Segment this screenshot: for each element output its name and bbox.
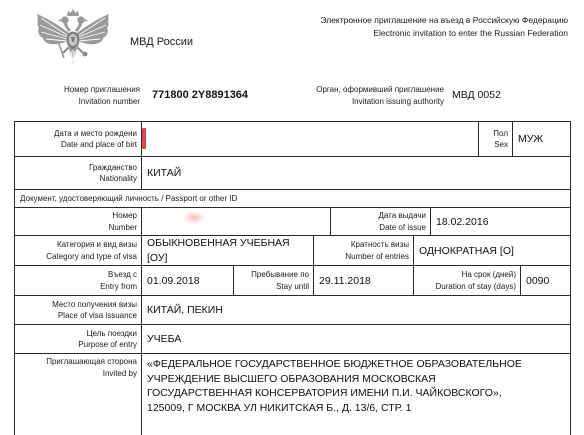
issuing-authority-label bbox=[280, 84, 444, 107]
document-title-ru: Электронное приглашение на въезд в Российскую Федерацию bbox=[320, 15, 568, 25]
entry-from-label-en: Entry from bbox=[100, 281, 137, 291]
visa-category-label bbox=[14, 235, 142, 266]
purpose-label-ru: Цель поездки bbox=[86, 328, 137, 338]
stay-until-value bbox=[313, 265, 414, 296]
issue-date-value bbox=[430, 207, 571, 236]
double-headed-eagle-emblem bbox=[34, 8, 112, 68]
visa-category-label-ru: Категория и вид визы bbox=[56, 240, 137, 249]
purpose-label-en: Purpose of entry bbox=[78, 340, 137, 349]
duration-value-text: 0090 bbox=[526, 274, 550, 287]
visa-issuance-place-value bbox=[141, 295, 571, 325]
birth-label-en: Date and place of birt bbox=[60, 140, 137, 149]
sex-value-text: МУЖ bbox=[518, 133, 544, 145]
entries-label-ru: Кратность визы bbox=[350, 240, 409, 249]
stay-until-label bbox=[233, 265, 314, 296]
invited-by-value-line: «ФЕДЕРАЛЬНОЕ ГОСУДАРСТВЕННОЕ БЮДЖЕТНОЕ ОБРАЗОВАТЕЛЬНОЕ bbox=[147, 358, 522, 370]
stay-until-label-en: Stay until bbox=[276, 281, 309, 291]
invited-by-value bbox=[141, 353, 571, 435]
duration-value bbox=[520, 265, 571, 296]
sex-label-ru: Пол bbox=[493, 128, 508, 138]
birth-value bbox=[141, 121, 479, 157]
purpose-value-text: УЧЕБА bbox=[147, 333, 182, 345]
document-title-en: Electronic invitation to enter the Russian Federation bbox=[373, 27, 568, 38]
entry-from-label bbox=[14, 265, 142, 296]
invited-by-label bbox=[14, 353, 142, 435]
visa-issuance-place-value-text: КИТАЙ, ПЕКИН bbox=[147, 304, 223, 316]
birth-label bbox=[14, 121, 142, 157]
purpose-value bbox=[141, 324, 571, 354]
nationality-label bbox=[14, 156, 142, 190]
visa-issuance-place-label-ru: Место получения визы bbox=[52, 299, 137, 309]
stay-until-value-text: 29.11.2018 bbox=[319, 274, 371, 287]
invitation-number-value: 771800 2Y8891364 bbox=[152, 89, 249, 101]
issue-date-label-ru: Дата выдачи bbox=[378, 211, 426, 220]
nationality-label-ru: Гражданство bbox=[89, 162, 137, 172]
visa-category-value bbox=[141, 235, 314, 266]
visa-issuance-place-label-en: Place of visa issuance bbox=[57, 311, 137, 320]
entries-label bbox=[313, 235, 414, 266]
birth-label-ru: Дата и место рождени bbox=[54, 128, 137, 138]
sex-label bbox=[478, 121, 513, 157]
entries-value bbox=[413, 235, 571, 266]
sex-value bbox=[512, 121, 571, 157]
invited-by-value-line: УЧРЕЖДЕНИЕ ВЫСШЕГО ОБРАЗОВАНИЯ МОСКОВСКАЯ bbox=[147, 372, 436, 385]
nationality-value bbox=[141, 156, 571, 190]
document-number-value bbox=[141, 207, 331, 236]
duration-label bbox=[413, 265, 521, 296]
entry-from-value bbox=[141, 265, 234, 296]
document-number-label-ru: Номер bbox=[112, 211, 137, 220]
visa-category-label-en: Category and type of visa bbox=[46, 251, 137, 261]
invited-by-label-ru: Приглашающая сторона bbox=[46, 357, 137, 366]
nationality-label-en: Nationality bbox=[99, 174, 137, 183]
issuing-authority-label-ru: Орган, оформивший приглашение bbox=[316, 85, 444, 94]
stay-until-label-ru: Пребывание по bbox=[251, 270, 309, 279]
nationality-value-text: КИТАЙ bbox=[147, 167, 182, 179]
visa-category-value-line: ОБЫКНОВЕННАЯ УЧЕБНАЯ bbox=[147, 237, 290, 249]
invited-by-value-line: ГОСУДАРСТВЕННАЯ КОНСЕРВАТОРИЯ ИМЕНИ П.И. ЧАЙКОВСКОГО», bbox=[147, 387, 502, 399]
redaction-mark bbox=[183, 211, 205, 224]
entry-from-label-ru: Въезд с bbox=[108, 270, 137, 279]
invitation-number-label-en: Invitation number bbox=[78, 96, 140, 106]
issue-date-label bbox=[330, 207, 431, 236]
redaction-mark bbox=[142, 128, 146, 149]
entries-value-text: ОДНОКРАТНАЯ [О] bbox=[419, 244, 514, 257]
invitation-number-label-ru: Номер приглашения bbox=[63, 85, 140, 94]
duration-label-ru: На срок (дней) bbox=[461, 270, 516, 279]
issue-date-label-en: Date of issue bbox=[379, 222, 426, 232]
id-document-caption-text: Документ, удостоверяющий личность / Passport or other ID bbox=[20, 194, 238, 203]
entry-from-value-text: 01.09.2018 bbox=[147, 274, 200, 287]
entries-label-en: Number of entries bbox=[345, 251, 409, 261]
document-number-label-en: Number bbox=[108, 222, 137, 232]
visa-category-value-line: [ОУ] bbox=[147, 251, 168, 264]
document-number-label bbox=[14, 207, 142, 236]
issue-date-value-text: 18.02.2016 bbox=[436, 215, 489, 228]
sex-label-en: Sex bbox=[494, 140, 508, 149]
id-document-caption bbox=[14, 189, 571, 208]
document-title bbox=[320, 14, 568, 39]
invitation-number-label bbox=[20, 84, 140, 107]
invited-by-value-line: 125009, Г МОСКВА УЛ НИКИТСКАЯ Б., Д. 13/6, СТР. 1 bbox=[147, 401, 412, 414]
purpose-label bbox=[14, 324, 142, 354]
issuing-ministry-name: МВД России bbox=[130, 36, 194, 48]
issuing-authority-label-en: Invitation issuing authority bbox=[351, 96, 444, 106]
issuing-authority-value: МВД 0052 bbox=[452, 89, 501, 101]
invited-by-label-en: Invited by bbox=[102, 368, 137, 378]
visa-issuance-place-label bbox=[14, 295, 142, 325]
duration-label-en: Duration of stay (days) bbox=[435, 281, 516, 291]
